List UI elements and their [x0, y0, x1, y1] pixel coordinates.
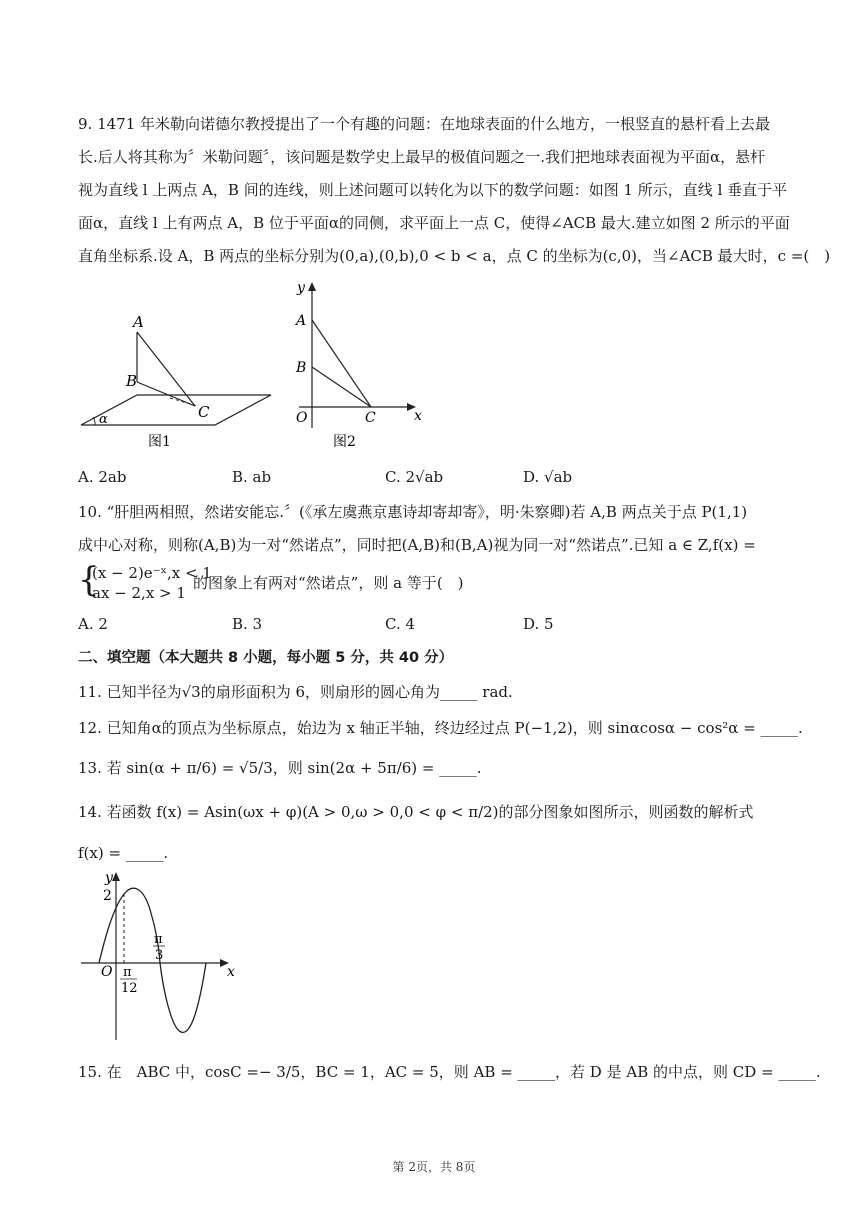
sine-curve	[99, 888, 206, 1032]
label-A: A	[296, 313, 307, 329]
q10-piece-2: ax − 2,x > 1	[92, 584, 186, 602]
label-y: y	[297, 280, 305, 296]
label-C: C	[365, 410, 376, 426]
q9-line-5: 直角坐标系.设 A，B 两点的坐标分别为(0,a),(0,b),0 < b < a，点 C 的坐标为(c,0)，当∠ACB 最大时，c =( )	[78, 247, 831, 265]
label-alpha: α	[99, 412, 108, 427]
q10-option-c: C. 4	[385, 615, 416, 633]
q10-line-1: 10. “肝胆两相照，然诺安能忘.〞(《承左虞燕京惠诗却寄却寄》，明·朱察卿)若 A,B 两点关于点 P(1,1)	[78, 503, 748, 521]
q11-text: 11. 已知半径为√3的扇形面积为 6，则扇形的圆心角为_____ rad.	[78, 683, 513, 701]
label-x: x	[414, 408, 422, 424]
label-x: x	[227, 964, 235, 980]
q9-option-d: D. √ab	[523, 468, 573, 486]
q10-option-a: A. 2	[78, 615, 108, 633]
q13-text: 13. 若 sin(α + π/6) = √5/3，则 sin(2α + 5π/6) = _____.	[78, 759, 482, 777]
line-AC	[312, 320, 371, 407]
figure-1-caption: 图1	[148, 434, 171, 450]
q14-line-1: 14. 若函数 f(x) = Asin(ωx + φ)(A > 0,ω > 0,0 < φ < π/2)的部分图象如图所示，则函数的解析式	[78, 803, 754, 821]
label-pi-3: π	[154, 932, 163, 947]
section-2-heading: 二、填空题（本大题共 8 小题，每小题 5 分，共 40 分）	[78, 650, 454, 666]
label-B: B	[126, 372, 138, 390]
q9-line-2: 长.后人将其称为〞米勒问题〞，该问题是数学史上最早的极值问题之一.我们把地球表面视为平面α，悬杆	[78, 148, 766, 166]
sine-graph	[75, 868, 245, 1046]
label-O: O	[296, 410, 308, 426]
q12-text: 12. 已知角α的顶点为坐标原点，始边为 x 轴正半轴，终边经过点 P(−1,2)，则 sinαcosα − cos²α = _____.	[78, 719, 803, 737]
q10-piece-1: (x − 2)e⁻ˣ,x < 1	[92, 564, 212, 582]
q9-line-4: 面α，直线 l 上有两点 A，B 位于平面α的同侧，求平面上一点 C，使得∠ACB 最大.建立如图 2 所示的平面	[78, 214, 790, 232]
label-C: C	[198, 403, 210, 421]
figure-1	[75, 310, 275, 455]
label-three: 3	[155, 948, 164, 963]
figure-2	[285, 280, 435, 455]
q9-option-a: A. 2ab	[78, 468, 127, 486]
figure-2-caption: 图2	[333, 434, 356, 450]
q15-text: 15. 在 ABC 中，cosC =− 3/5，BC = 1，AC = 5，则 AB = _____，若 D 是 AB 的中点，则 CD = _____.	[78, 1063, 821, 1081]
label-two: 2	[103, 888, 112, 904]
page-footer: 第 2页，共 8页	[392, 1160, 476, 1174]
label-A: A	[133, 313, 144, 331]
label-pi-12: π	[123, 965, 132, 980]
label-y: y	[105, 870, 113, 886]
y-axis-arrow	[112, 872, 120, 881]
q9-option-b: B. ab	[232, 468, 272, 486]
q9-option-c: C. 2√ab	[385, 468, 444, 486]
q9-line-1: 9. 1471 年米勒向诺德尔教授提出了一个有趣的问题：在地球表面的什么地方，一根竖直的悬杆看上去最	[78, 115, 771, 133]
q9-line-3: 视为直线 l 上两点 A，B 间的连线，则上述问题可以转化为以下的数学问题：如图 1 所示，直线 l 垂直于平	[78, 181, 788, 199]
line-BC	[312, 367, 371, 407]
q10-tail: 的图象上有两对“然诺点”，则 a 等于( )	[193, 574, 464, 592]
q10-option-b: B. 3	[232, 615, 263, 633]
label-B: B	[296, 360, 307, 376]
label-O: O	[101, 964, 113, 980]
q10-option-d: D. 5	[523, 615, 554, 633]
piecewise-brace: {	[78, 560, 100, 600]
label-twelve: 12	[121, 981, 138, 996]
y-axis-arrow	[308, 282, 316, 291]
q10-line-2: 成中心对称，则称(A,B)为一对“然诺点”，同时把(A,B)和(B,A)视为同一对“然诺点”.已知 a ∈ Z,f(x) =	[78, 536, 756, 554]
q14-line-2: f(x) = _____.	[78, 844, 169, 862]
